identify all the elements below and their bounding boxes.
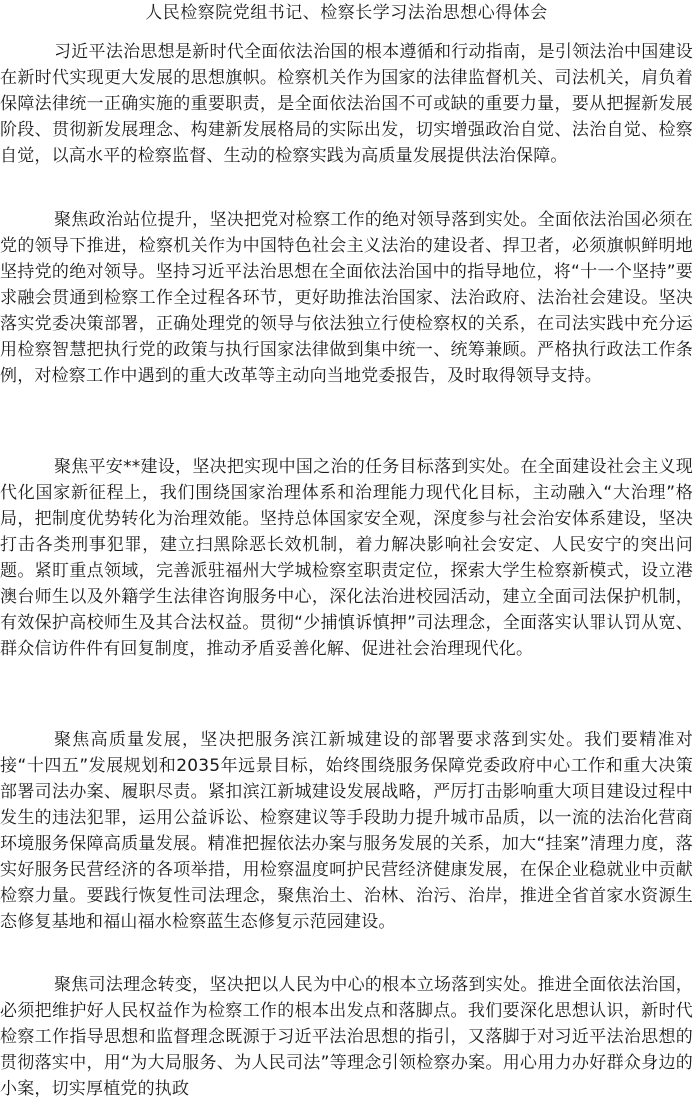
paragraph-1: 习近平法治思想是新时代全面依法治国的根本遵循和行动指南，是引领法治中国建设在新时代实现更大发展的思想旗帜。检察机关作为国家的法律监督机关、司法机关，肩负着保障法律统一正确实施的重要职责，是全面依法治国不可或缺的重要力量，要从把握新发展阶段、贯彻新发展理念、构建新发展格局的实际出发，切实增强政治自觉、法治自觉、检察自觉，以高水平的检察监督、生动的检察实践为高质量发展提供法治保障。	[0, 42, 693, 166]
paragraph-5: 聚焦司法理念转变，坚决把以人民为中心的根本立场落到实处。推进全面依法治国，必须把维护好人民权益作为检察工作的根本出发点和落脚点。我们要深化思想认识，新时代检察工作指导思想和监督理念既源于习近平法治思想的指引，又落脚于对习近平法治思想的贯彻落实中，用“为大局服务、为人民司法”等理念引领检察办案。用心用力办好群众身边的小案，切实厚植党的执政	[0, 975, 693, 1097]
document-title: 人民检察院党组书记、检察长学习法治思想心得体会	[145, 3, 548, 23]
paragraph-3: 聚焦平安**建设，坚决把实现中国之治的任务目标落到实处。在全面建设社会主义现代化国家新征程上，我们围绕国家治理体系和治理能力现代化目标，主动融入“大治理”格局，把制度优势转化为治理效能。坚持总体国家安全观，深度参与社会治安体系建设，坚决打击各类刑事犯罪，建立扫黑除恶长效机制，着力解决影响社会安定、人民安宁的突出问题。紧盯重点领域，完善派驻福州大学城检察室职责定位，探索大学生检察新模式，设立港澳台师生以及外籍学生法律咨询服务中心，深化法治进校园活动，建立全面司法保护机制，有效保护高校师生及其合法权益。贯彻“少捕慎诉慎押”司法理念，全面落实认罪认罚从宽、群众信访件件有回复制度，推动矛盾妥善化解、促进社会治理现代化。	[0, 457, 693, 659]
paragraph-2: 聚焦政治站位提升，坚决把党对检察工作的绝对领导落到实处。全面依法治国必须在党的领导下推进，检察机关作为中国特色社会主义法治的建设者、捍卫者，必须旗帜鲜明地坚持党的绝对领导。坚持习近平法治思想在全面依法治国中的指导地位，将“十一个坚持”要求融会贯通到检察工作全过程各环节，更好助推法治国家、法治政府、法治社会建设。坚决落实党委决策部署，正确处理党的领导与依法独立行使检察权的关系，在司法实践中充分运用检察智慧把执行党的政策与执行国家法律做到集中统一、统筹兼顾。严格执行政法工作条例，对检察工作中遇到的重大改革等主动向当地党委报告，及时取得领导支持。	[0, 210, 693, 386]
paragraph-4: 聚焦高质量发展，坚决把服务滨江新城建设的部署要求落到实处。我们要精准对接“十四五”发展规划和2035年远景目标，始终围绕服务保障党委政府中心工作和重大决策部署司法办案、履职尽责。紧扣滨江新城建设发展战略，严厉打击影响重大项目建设过程中发生的违法犯罪，运用公益诉讼、检察建议等手段助力提升城市品质，以一流的法治化营商环境服务保障高质量发展。精准把握依法办案与服务发展的关系，加大“挂案”清理力度，落实好服务民营经济的各项举措，用检察温度呵护民营经济健康发展，在保企业稳就业中贡献检察力量。要践行恢复性司法理念，聚焦治土、治林、治污、治岸，推进全省首家水资源生态修复基地和福山福水检察蓝生态修复示范园建设。	[0, 730, 693, 932]
